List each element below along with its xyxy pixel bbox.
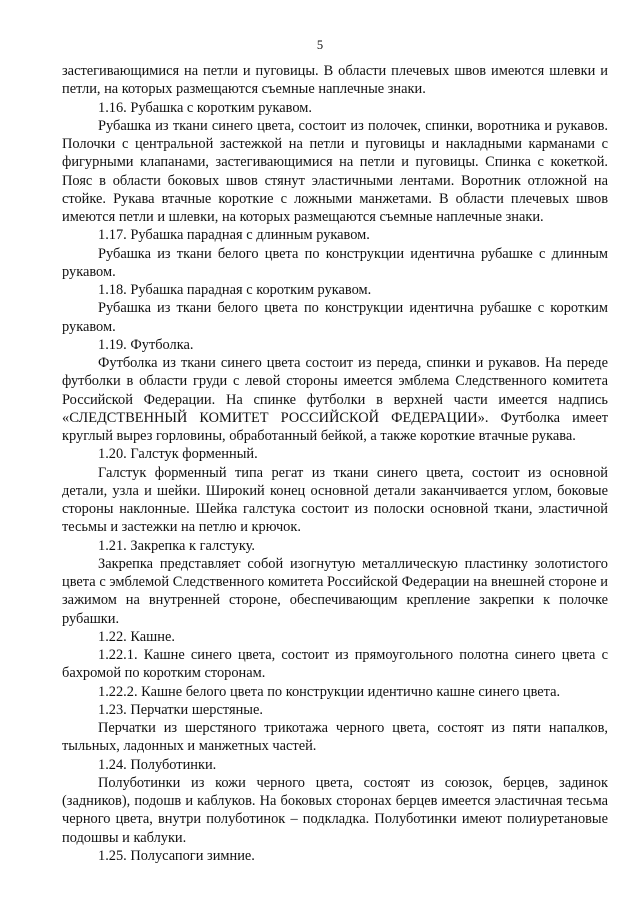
paragraph-1-19: Футболка из ткани синего цвета состоит из переда, спинки и рукавов. На переде футболки в области груди с левой стороны имеется эмблема Следственного комитета Российской Федерации. На спинке футболки в верхней части имеется надпись «СЛЕДСТВЕННЫЙ КОМИТЕТ РОССИЙСКОЙ ФЕДЕРАЦИИ». Футболка имеет круглый вырез горловины, обработанный бейкой, а также короткие втачные рукава.: [62, 355, 608, 444]
section-heading-1-19: 1.19. Футболка.: [98, 336, 194, 353]
section-heading-1-23: 1.23. Перчатки шерстяные.: [98, 701, 263, 718]
page-number: 5: [316, 38, 324, 52]
paragraph-1-17: Рубашка из ткани белого цвета по конструкции идентична рубашке с длинным рукавом.: [62, 245, 608, 280]
paragraph-continuation: застегивающимися на петли и пуговицы. В области плечевых швов имеются шлевки и петли, на которых размещаются съемные наплечные знаки.: [62, 63, 608, 98]
section-heading-1-20: 1.20. Галстук форменный.: [98, 446, 258, 463]
paragraph-1-16: Рубашка из ткани синего цвета, состоит из полочек, спинки, воротника и рукавов. Полочки с центральной застежкой на петли и пуговицы и накладными карманами с фигурными клапанами, застегивающимися на петли и пуговицы. Спинка с кокеткой. Пояс в области боковых швов стянут эластичными лентами. Воротник отложной на стойке. Рукава втачные короткие с ложными манжетами. В области плечевых швов имеются петли и шлевки, на которых размещаются съемные наплечные знаки.: [62, 117, 608, 225]
section-heading-1-25: 1.25. Полусапоги зимние.: [98, 847, 255, 864]
section-heading-1-18: 1.18. Рубашка парадная с коротким рукавом.: [98, 282, 372, 298]
paragraph-1-21: Закрепка представляет собой изогнутую металлическую пластинку золотистого цвета с эмблемой Следственного комитета Российской Федерации на внешней стороне и зажимом на внутренней стороне, обеспечивающим крепление закрепки к полочке рубашки.: [62, 555, 608, 627]
paragraph-1-24: Полуботинки из кожи черного цвета, состоят из союзок, берцев, задинок (задников), подошв и каблуков. На боковых сторонах берцев имеется эластичная тесьма черного цвета, внутри полуботинок – подкладка. Полуботинки имеют полиуретановые подошвы и каблуки.: [62, 774, 608, 846]
section-heading-1-24: 1.24. Полуботинки.: [98, 756, 217, 773]
paragraph-1-23: Перчатки из шерстяного трикотажа черного цвета, состоят из пяти напалков, тыльных, ладонных и манжетных частей.: [62, 720, 608, 755]
paragraph-1-22-1: 1.22.1. Кашне синего цвета, состоит из прямоугольного полотна синего цвета с бахромой по коротким сторонам.: [62, 647, 608, 682]
paragraph-1-18: Рубашка из ткани белого цвета по конструкции идентична рубашке с коротким рукавом.: [62, 300, 608, 335]
section-heading-1-17: 1.17. Рубашка парадная с длинным рукавом.: [98, 227, 370, 244]
document-body: [62, 62, 608, 865]
paragraph-1-22-2: 1.22.2. Кашне белого цвета по конструкции идентично кашне синего цвета.: [98, 683, 561, 700]
section-heading-1-21: 1.21. Закрепка к галстуку.: [98, 537, 256, 554]
section-heading-1-16: 1.16. Рубашка с коротким рукавом.: [98, 99, 312, 116]
paragraph-1-20: Галстук форменный типа регат из ткани синего цвета, состоит из основной детали, узла и шейки. Широкий конец основной детали заканчивается углом, боковые стороны наклонные. Шейка галстука состоит из полоски основной ткани, эластичной тесьмы и застежки на петлю и крючок.: [62, 464, 608, 536]
section-heading-1-22: 1.22. Кашне.: [98, 628, 175, 645]
